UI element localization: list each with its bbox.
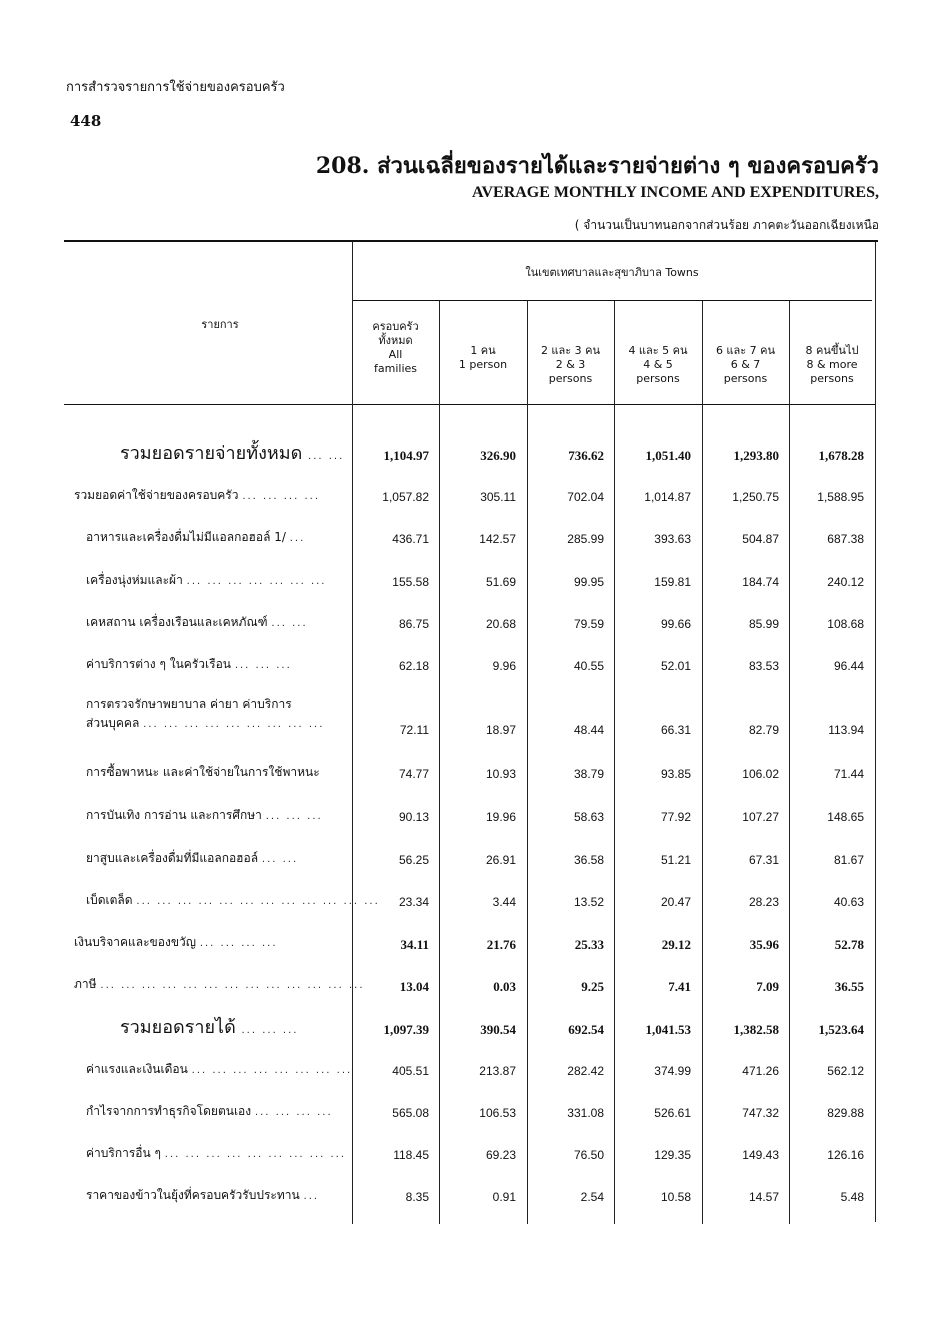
row-label — [86, 1144, 346, 1163]
table-cell: 1,293.80 — [733, 448, 779, 463]
table-cell: 687.38 — [827, 532, 864, 546]
leader-dots: ... ... — [308, 451, 345, 462]
column-header-thai: 2 และ 3 คน — [540, 344, 601, 357]
table-cell: 747.32 — [742, 1106, 779, 1120]
table-cell: 85.99 — [748, 617, 779, 631]
table-cell: 26.91 — [485, 853, 516, 867]
column-header-english: All families — [374, 348, 417, 375]
table-cell: 13.52 — [573, 895, 604, 909]
table-top-rule — [64, 240, 878, 242]
table-cell: 702.04 — [567, 490, 604, 504]
leader-dots: ... ... ... ... ... ... ... ... ... ... ... ... ... — [100, 980, 365, 991]
table-cell: 213.87 — [479, 1064, 516, 1078]
row-label-text: รวมยอดรายได้ — [120, 1017, 236, 1038]
table-cell: 148.65 — [827, 810, 864, 824]
table-cell: 1,097.39 — [383, 1022, 429, 1037]
row-label-text: เบ็ดเตล็ด — [86, 893, 133, 907]
row-label — [86, 1102, 333, 1121]
table-cell: 126.16 — [827, 1148, 864, 1162]
table-cell: 51.69 — [485, 575, 516, 589]
table-cell: 504.87 — [742, 532, 779, 546]
table-cell: 35.96 — [749, 937, 779, 952]
leader-dots: ... ... ... ... ... ... ... ... ... — [143, 719, 325, 730]
row-label — [120, 438, 344, 467]
row-label — [86, 695, 324, 733]
table-cell: 106.53 — [479, 1106, 516, 1120]
table-cell: 3.44 — [492, 895, 516, 909]
column-header-english: 2 & 3 persons — [548, 358, 593, 385]
table-cell: 79.59 — [573, 617, 604, 631]
row-label — [74, 933, 278, 952]
row-label-text: ค่าบริการต่าง ๆ ในครัวเรือน — [86, 657, 231, 671]
column-header-thai: ครอบครัว ทั้งหมด — [372, 320, 419, 347]
table-cell: 74.77 — [398, 767, 429, 781]
leader-dots: ... ... ... ... ... ... ... ... ... ... ... ... — [136, 896, 380, 907]
divider-right-edge — [875, 242, 876, 1222]
row-label-text: เงินบริจาคและของขวัญ — [74, 935, 196, 949]
table-cell: 390.54 — [480, 1022, 516, 1037]
column-header-1 — [352, 320, 439, 376]
table-cell: 38.79 — [573, 767, 604, 781]
table-cell: 7.09 — [756, 979, 779, 994]
column-header-english: 6 & 7 persons — [723, 358, 768, 385]
table-cell: 1,523.64 — [818, 1022, 864, 1037]
table-cell: 23.34 — [398, 895, 429, 909]
table-cell: 34.11 — [400, 937, 429, 952]
table-cell: 1,678.28 — [818, 448, 864, 463]
table-cell: 374.99 — [654, 1064, 691, 1078]
row-label-text: การบันเทิง การอ่าน และการศึกษา — [86, 808, 262, 822]
table-cell: 9.96 — [492, 659, 516, 673]
unit-note: ( จำนวนเป็นบาทนอกจากส่วนร้อย ภาคตะวันออกเฉียงเหนือ — [574, 218, 879, 232]
table-cell: 93.85 — [660, 767, 691, 781]
table-cell: 149.43 — [742, 1148, 779, 1162]
table-cell: 77.92 — [660, 810, 691, 824]
table-cell: 1,250.75 — [732, 490, 779, 504]
row-label-text: รวมยอดค่าใช้จ่ายของครอบครัว — [74, 488, 239, 502]
table-cell: 129.35 — [654, 1148, 691, 1162]
divider-col-3 — [614, 301, 615, 1224]
table-cell: 20.68 — [485, 617, 516, 631]
table-cell: 285.99 — [567, 532, 604, 546]
column-header-3 — [527, 344, 614, 386]
column-header-thai: 1 คน — [470, 344, 496, 357]
table-cell: 82.79 — [748, 723, 779, 737]
row-label — [86, 1060, 352, 1079]
table-cell: 62.18 — [398, 659, 429, 673]
table-cell: 7.41 — [668, 979, 691, 994]
row-label-text: ราคาของข้าวในยุ้งที่ครอบครัวรับประทาน — [86, 1188, 300, 1202]
table-cell: 14.57 — [748, 1190, 779, 1204]
running-head: การสำรวจรายการใช้จ่ายของครอบครัว — [66, 80, 285, 95]
row-label — [86, 655, 292, 674]
table-cell: 69.23 — [485, 1148, 516, 1162]
table-cell: 331.08 — [567, 1106, 604, 1120]
table-cell: 829.88 — [827, 1106, 864, 1120]
table-cell: 81.67 — [833, 853, 864, 867]
table-cell: 1,104.97 — [383, 448, 429, 463]
row-label-text: กำไรจากการทำธุรกิจโดยตนเอง — [86, 1104, 252, 1118]
column-header-english: 4 & 5 persons — [636, 358, 680, 385]
table-cell: 52.01 — [660, 659, 691, 673]
table-cell: 0.91 — [492, 1190, 516, 1204]
table-cell: 107.27 — [742, 810, 779, 824]
table-cell: 305.11 — [480, 490, 516, 504]
table-cell: 562.12 — [827, 1064, 864, 1078]
table-cell: 405.51 — [392, 1064, 429, 1078]
row-label — [74, 486, 320, 505]
row-label — [86, 1186, 319, 1205]
group-header-rule — [352, 300, 872, 301]
table-cell: 48.44 — [573, 723, 604, 737]
divider-col-4 — [702, 301, 703, 1224]
column-header-bottom-rule — [64, 404, 876, 405]
row-label-text: ภาษี — [74, 977, 97, 991]
table-cell: 56.25 — [398, 853, 429, 867]
column-header-thai: 4 และ 5 คน — [628, 344, 688, 357]
table-cell: 1,057.82 — [382, 490, 429, 504]
table-cell: 2.54 — [580, 1190, 604, 1204]
row-label-text-continued: ส่วนบุคคล — [86, 716, 140, 730]
row-label-text: การซื้อพาหนะ และค่าใช้จ่ายในการใช้พาหนะ — [86, 765, 320, 779]
table-cell: 52.78 — [834, 937, 864, 952]
table-cell: 40.63 — [833, 895, 864, 909]
column-header-2 — [439, 344, 527, 372]
table-cell: 118.45 — [393, 1148, 429, 1162]
table-cell: 1,382.58 — [733, 1022, 779, 1037]
table-cell: 326.90 — [480, 448, 516, 463]
table-cell: 36.55 — [834, 979, 864, 994]
row-label — [86, 891, 380, 910]
table-cell: 71.44 — [833, 767, 864, 781]
leader-dots: ... ... ... — [265, 811, 323, 822]
table-cell: 66.31 — [660, 723, 691, 737]
table-cell: 142.57 — [479, 532, 516, 546]
row-label — [86, 613, 308, 632]
leader-dots: ... ... ... ... ... ... ... — [186, 576, 327, 587]
table-cell: 436.71 — [392, 532, 429, 546]
table-cell: 159.81 — [654, 575, 691, 589]
table-cell: 8.35 — [405, 1190, 429, 1204]
table-cell: 5.48 — [840, 1190, 864, 1204]
table-cell: 90.13 — [398, 810, 429, 824]
leader-dots: ... ... ... ... — [242, 491, 320, 502]
column-header-4 — [614, 344, 702, 386]
row-label-text: อาหารและเครื่องดื่มไม่มีแอลกอฮอล์ 1/ — [86, 530, 286, 544]
row-label — [86, 849, 298, 868]
leader-dots: ... ... ... — [241, 1025, 299, 1036]
leader-dots: ... ... ... ... ... ... ... ... ... — [164, 1149, 347, 1160]
table-cell: 25.33 — [574, 937, 604, 952]
table-cell: 184.74 — [742, 575, 779, 589]
table-cell: 736.62 — [568, 448, 604, 463]
leader-dots: ... ... — [271, 618, 308, 629]
table-cell: 99.66 — [660, 617, 691, 631]
row-label-text: ยาสูบและเครื่องดื่มที่มีแอลกอฮอล์ — [86, 851, 259, 865]
item-column-header: รายการ — [201, 318, 239, 331]
table-cell: 21.76 — [486, 937, 516, 952]
row-label — [120, 1012, 298, 1041]
table-cell: 106.02 — [742, 767, 779, 781]
row-label — [86, 528, 305, 547]
table-cell: 10.93 — [485, 767, 516, 781]
column-header-6 — [789, 344, 875, 386]
row-label — [86, 806, 323, 825]
table-cell: 99.95 — [573, 575, 604, 589]
leader-dots: ... — [303, 1191, 320, 1202]
table-cell: 40.55 — [573, 659, 604, 673]
leader-dots: ... ... ... — [234, 660, 292, 671]
table-cell: 282.42 — [567, 1064, 604, 1078]
table-cell: 240.12 — [827, 575, 864, 589]
column-header-thai: 8 คนขึ้นไป — [805, 344, 859, 357]
row-label — [86, 571, 326, 590]
table-cell: 19.96 — [485, 810, 516, 824]
table-cell: 1,051.40 — [645, 448, 691, 463]
table-cell: 9.25 — [581, 979, 604, 994]
table-cell: 471.26 — [742, 1064, 779, 1078]
column-header-thai: 6 และ 7 คน — [715, 344, 776, 357]
table-cell: 58.63 — [573, 810, 604, 824]
divider-col-5 — [789, 301, 790, 1224]
table-cell: 29.12 — [661, 937, 691, 952]
leader-dots: ... — [289, 533, 306, 544]
table-cell: 83.53 — [748, 659, 779, 673]
table-cell: 20.47 — [660, 895, 691, 909]
row-label — [74, 975, 365, 994]
page-number: 448 — [70, 112, 102, 130]
column-header-english: 1 person — [458, 358, 508, 371]
row-label-text: ค่าแรงและเงินเดือน — [86, 1062, 188, 1076]
table-cell: 113.94 — [828, 723, 864, 737]
table-title-thai: 208. ส่วนเฉลี่ยของรายได้และรายจ่ายต่าง ๆ ของครอบครัว — [315, 153, 879, 179]
table-cell: 51.21 — [660, 853, 691, 867]
table-cell: 393.63 — [654, 532, 691, 546]
table-cell: 565.08 — [392, 1106, 429, 1120]
table-cell: 526.61 — [654, 1106, 691, 1120]
table-cell: 1,588.95 — [817, 490, 864, 504]
column-header-5 — [702, 344, 789, 386]
table-cell: 108.68 — [827, 617, 864, 631]
group-header-towns: ในเขตเทศบาลและสุขาภิบาล Towns — [525, 266, 699, 279]
column-header-english: 8 & more persons — [806, 358, 858, 385]
table-cell: 18.97 — [485, 723, 516, 737]
row-label-text: เคหสถาน เครื่องเรือนและเคหภัณฑ์ — [86, 615, 268, 629]
table-title-english: AVERAGE MONTHLY INCOME AND EXPENDITURES, — [471, 184, 879, 201]
leader-dots: ... ... — [261, 854, 299, 865]
table-cell: 72.11 — [399, 723, 429, 737]
divider-col-1 — [439, 301, 440, 1224]
row-label-text: รวมยอดรายจ่ายทั้งหมด — [120, 443, 303, 464]
table-cell: 96.44 — [833, 659, 864, 673]
table-cell: 13.04 — [399, 979, 429, 994]
table-cell: 1,041.53 — [645, 1022, 691, 1037]
table-cell: 28.23 — [748, 895, 779, 909]
leader-dots: ... ... ... ... — [254, 1107, 333, 1118]
table-cell: 155.58 — [392, 575, 429, 589]
row-label-text: การตรวจรักษาพยาบาล ค่ายา ค่าบริการ — [86, 697, 292, 711]
table-cell: 0.03 — [493, 979, 516, 994]
leader-dots: ... ... ... ... — [199, 938, 278, 949]
row-label — [86, 763, 320, 782]
divider-col-2 — [527, 301, 528, 1224]
table-cell: 36.58 — [573, 853, 604, 867]
row-label-text: เครื่องนุ่งห่มและผ้า — [86, 573, 183, 587]
table-cell: 86.75 — [398, 617, 429, 631]
table-cell: 1,014.87 — [644, 490, 691, 504]
row-label-text: ค่าบริการอื่น ๆ — [86, 1146, 161, 1160]
table-cell: 76.50 — [573, 1148, 604, 1162]
table-cell: 67.31 — [748, 853, 779, 867]
table-cell: 10.58 — [660, 1190, 691, 1204]
leader-dots: ... ... ... ... ... ... ... ... — [191, 1065, 353, 1076]
table-cell: 692.54 — [568, 1022, 604, 1037]
